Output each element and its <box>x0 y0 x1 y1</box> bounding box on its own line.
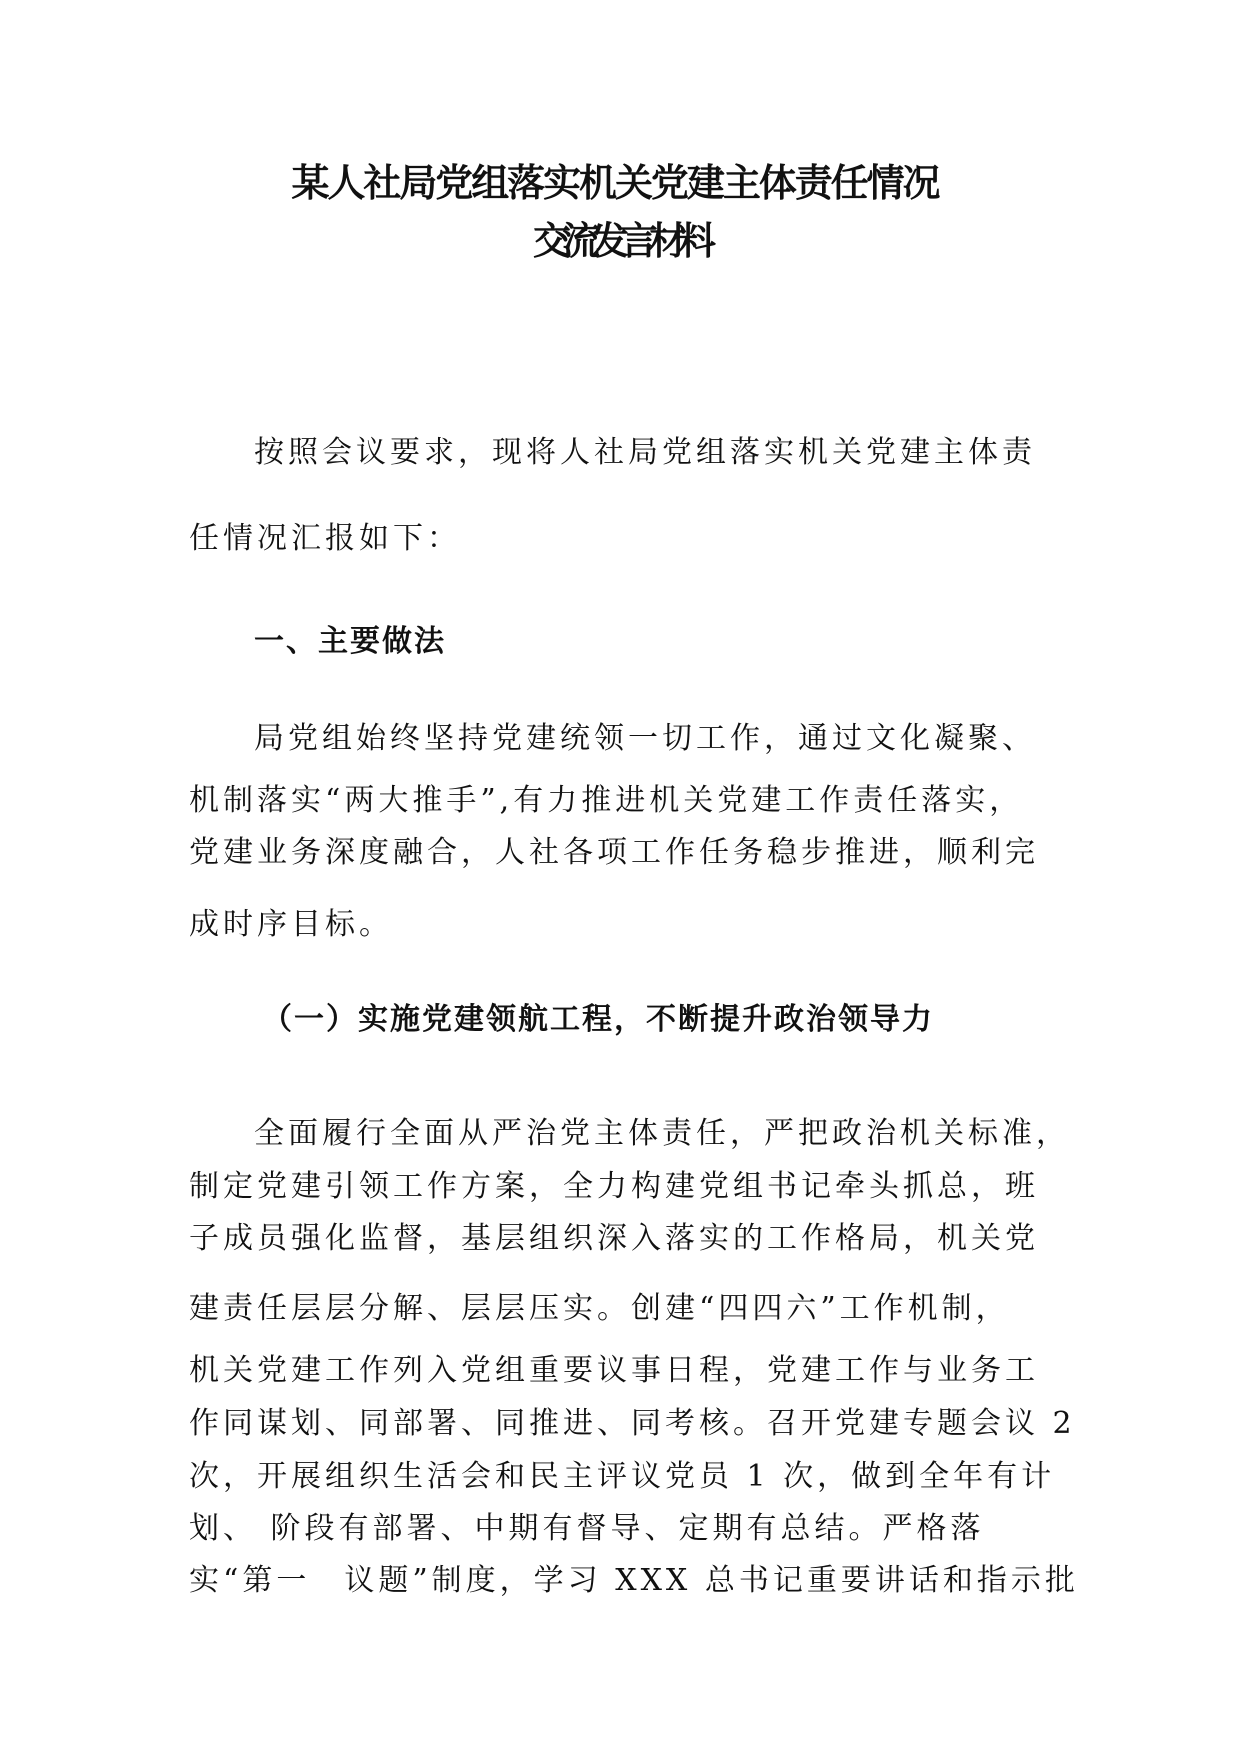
subsection-1-line-7: 次，开展组织生活会和民主评议党员 1 次，做到全年有计 <box>189 1459 1056 1494</box>
subsection-1-line-4: 建责任层层分解、层层压实。创建“四四六”工作机制， <box>189 1291 1010 1326</box>
subsection-1-line-5: 机关党建工作列入党组重要议事日程，党建工作与业务工 <box>189 1353 1039 1388</box>
document-title-line-1: 某人社局党组落实机关党建主体责任情况 <box>291 161 939 205</box>
subsection-1-line-1: 全面履行全面从严治党主体责任，严把政治机关标准， <box>254 1116 1070 1151</box>
subsection-1-heading: （一）实施党建领航工程，不断提升政治领导力 <box>262 1002 934 1037</box>
section-1-line-3: 党建业务深度融合，人社各项工作任务稳步推进，顺利完 <box>189 835 1039 870</box>
subsection-1-line-2: 制定党建引领工作方案，全力构建党组书记牵头抓总，班 <box>189 1169 1039 1204</box>
document-title-line-2: 交流发言材料 <box>532 219 707 263</box>
subsection-1-line-8: 划、 阶段有部署、中期有督导、定期有总结。严格落 <box>189 1511 985 1546</box>
subsection-1-line-9: 实“第一 议题”制度，学习 XXX 总书记重要讲话和指示批 <box>189 1563 1079 1598</box>
section-1-line-2: 机制落实“两大推手”,有力推进机关党建工作责任落实， <box>189 783 1024 818</box>
section-1-heading: 一、主要做法 <box>254 624 446 659</box>
section-1-line-1: 局党组始终坚持党建统领一切工作，通过文化凝聚、 <box>254 721 1036 756</box>
intro-line-2: 任情况汇报如下： <box>189 521 461 556</box>
subsection-1-line-6: 作同谋划、同部署、同推进、同考核。召开党建专题会议 2 <box>189 1406 1076 1441</box>
intro-line-1: 按照会议要求，现将人社局党组落实机关党建主体责 <box>254 435 1036 470</box>
section-1-line-4: 成时序目标。 <box>189 907 393 942</box>
subsection-1-line-3: 子成员强化监督，基层组织深入落实的工作格局，机关党 <box>189 1221 1039 1256</box>
